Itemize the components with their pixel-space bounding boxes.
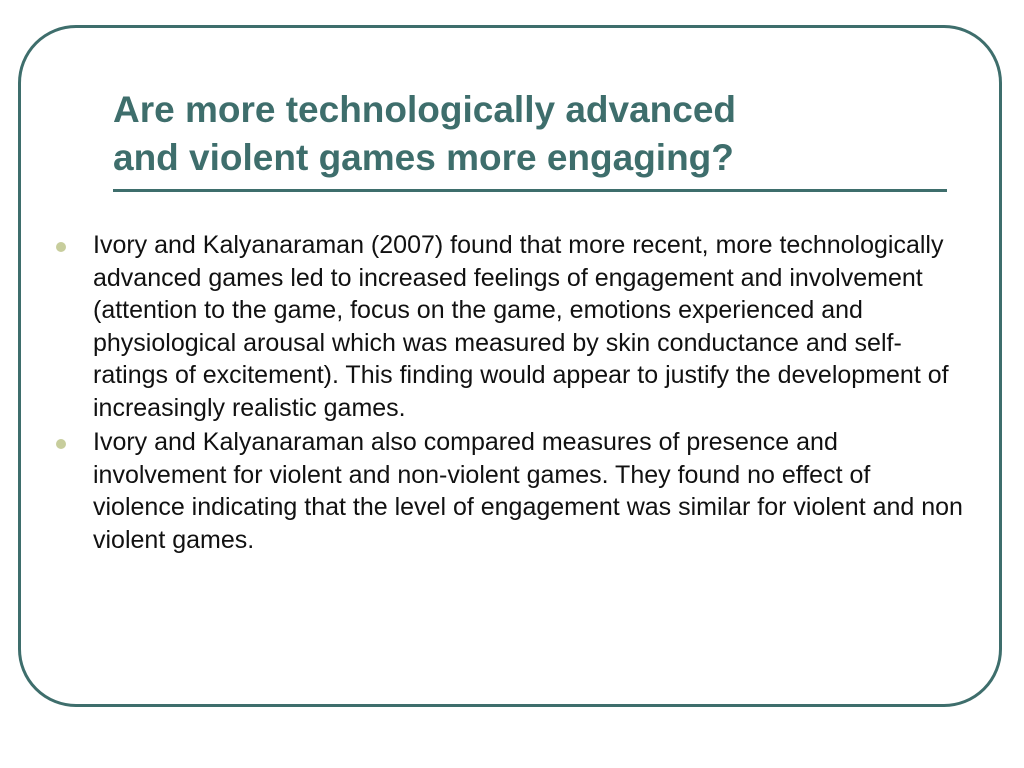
- bullet-text-1: Ivory and Kalyanaraman (2007) found that more recent, more technologically advanced games led to increased feelings of engagement and involvement (attention to the game, focus on the game, emotions experienced and physiological arousal which was measured by skin conductance and self-ratings of excitement). This finding would appear to justify the development of increasingly realistic games.: [93, 231, 949, 422]
- bullet-list: [56, 229, 966, 558]
- title-line-1: Are more technologically advanced: [113, 89, 737, 130]
- bullet-item-2: [56, 426, 966, 556]
- bullet-text-2: Ivory and Kalyanaraman also compared measures of presence and involvement for violent and non-violent games. They found no effect of violence indicating that the level of engagement was similar for violent and non violent games.: [93, 428, 963, 554]
- slide-title: [113, 86, 933, 182]
- bullet-dot-icon: [56, 242, 66, 252]
- bullet-item-1: [56, 229, 966, 424]
- title-divider: [113, 189, 947, 192]
- title-line-2: and violent games more engaging?: [113, 137, 734, 178]
- bullet-dot-icon: [56, 439, 66, 449]
